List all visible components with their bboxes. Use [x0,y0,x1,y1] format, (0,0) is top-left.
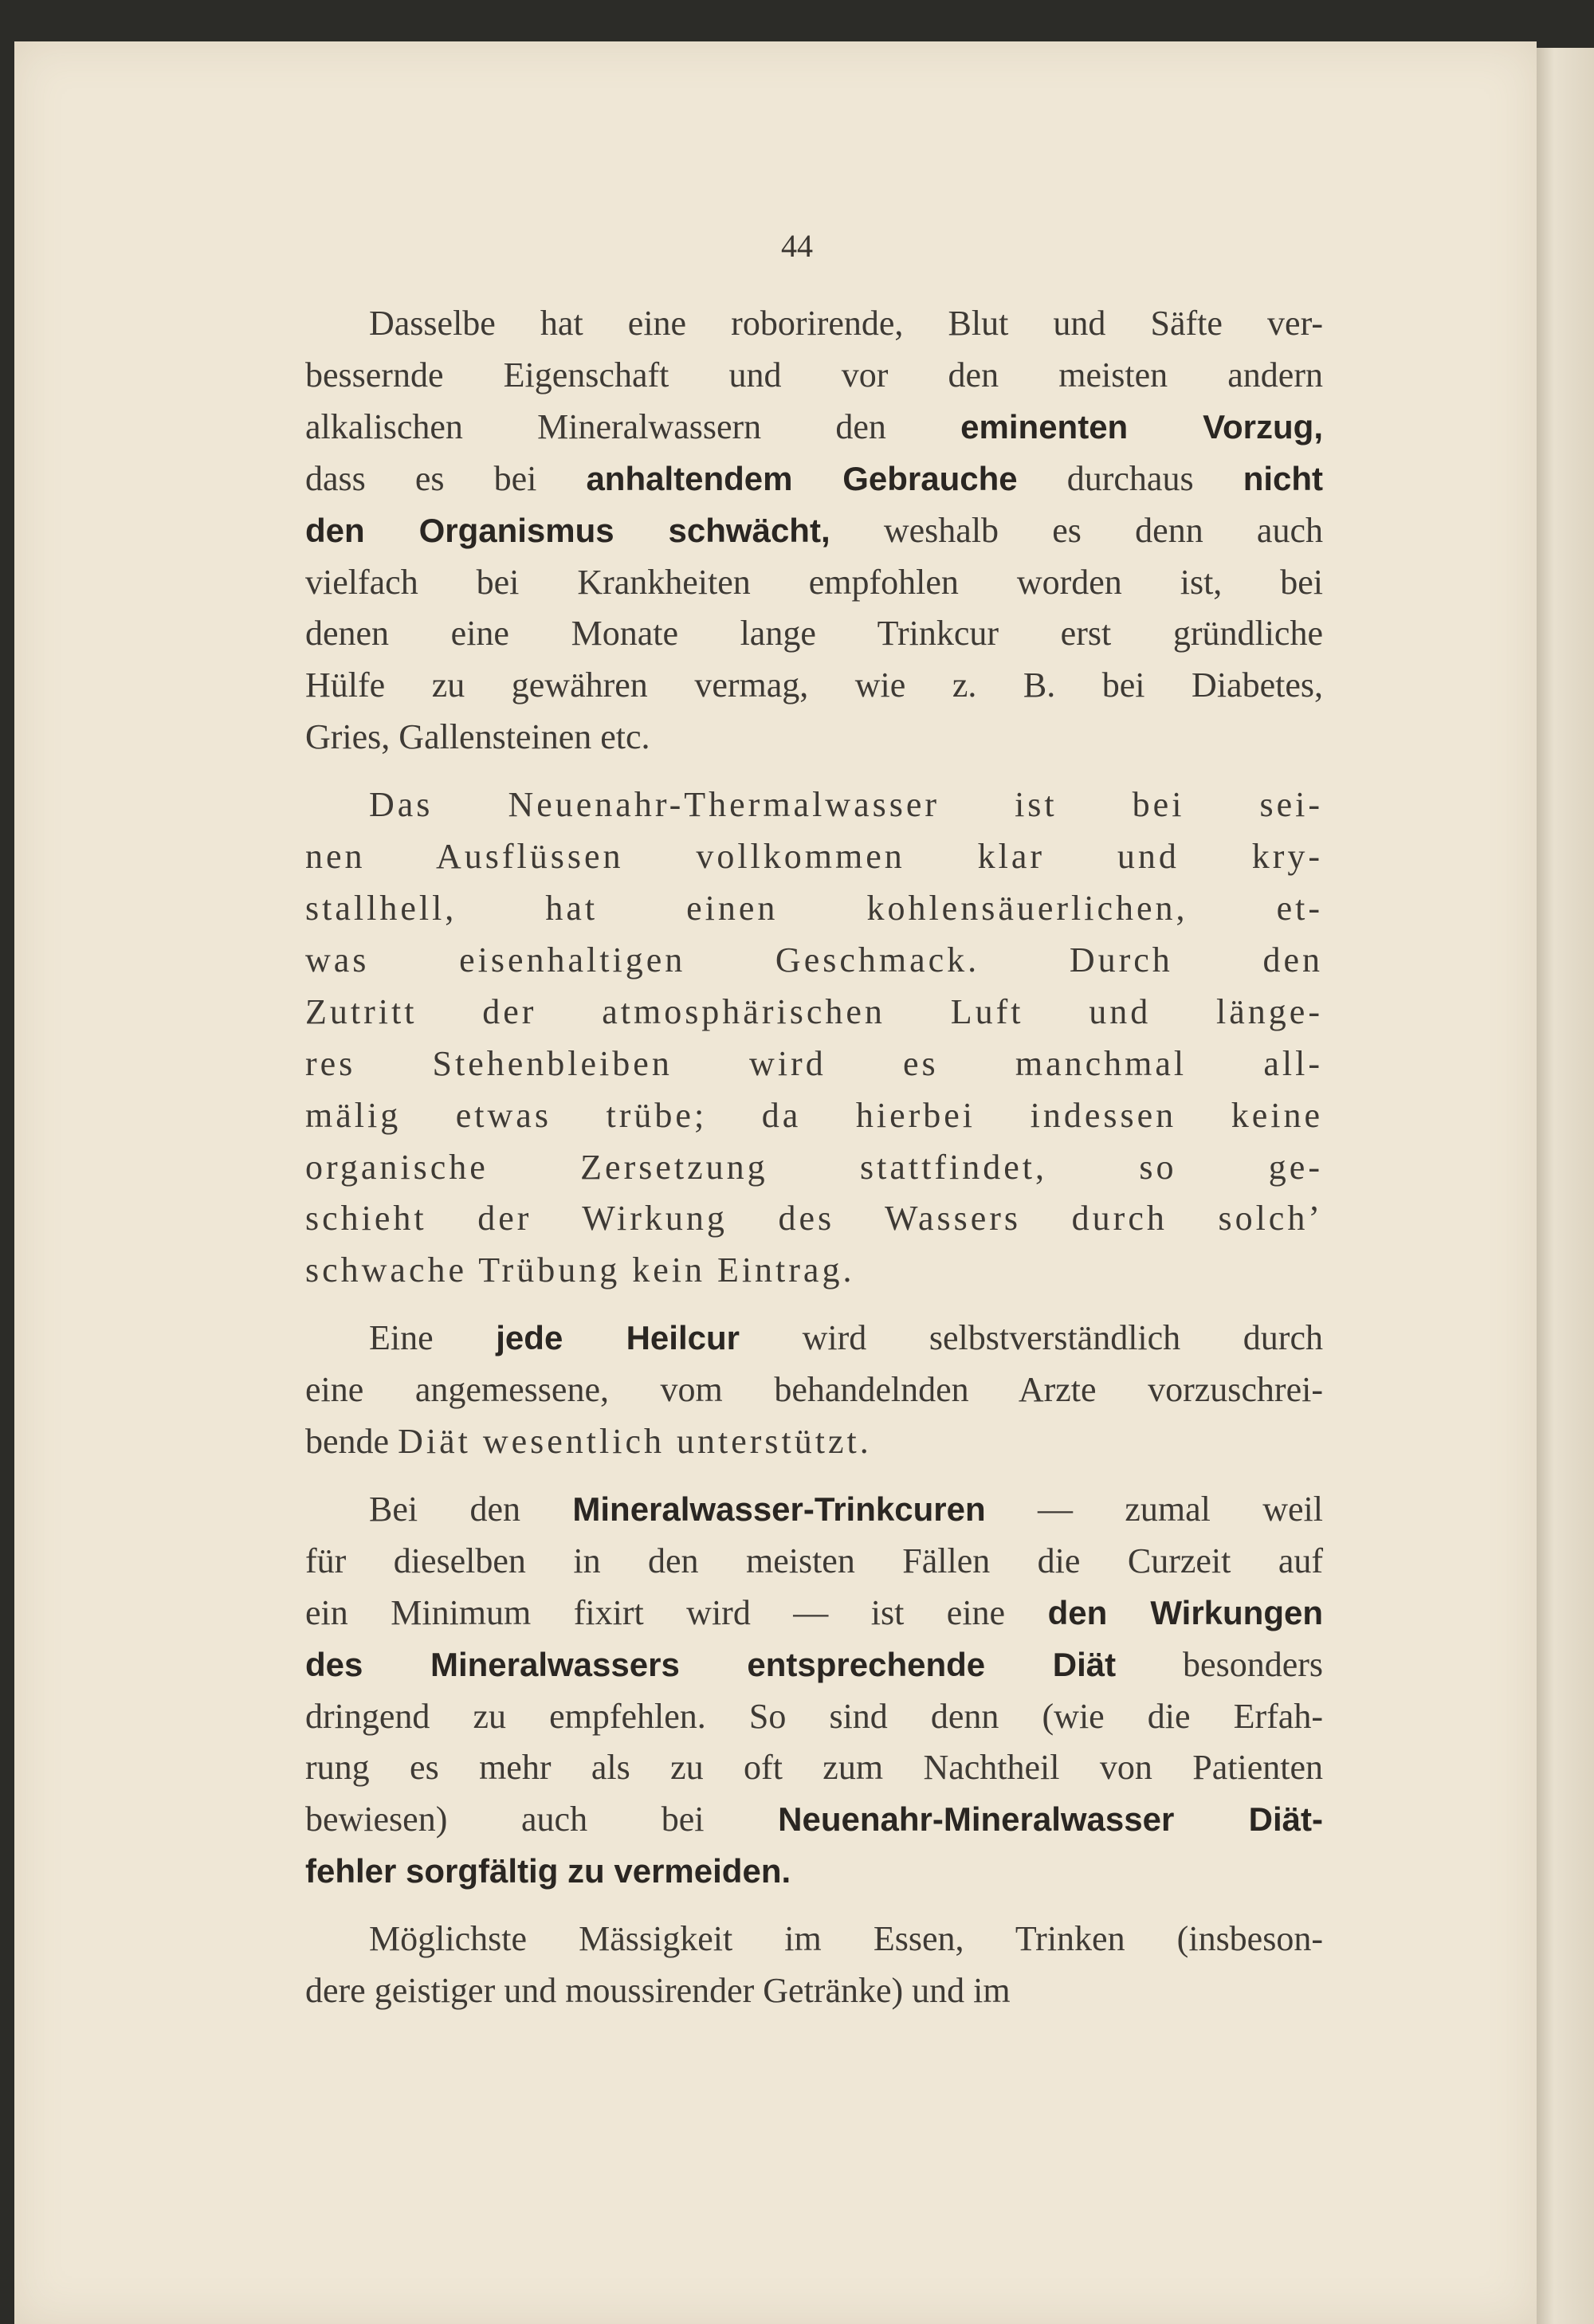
text-line [305,1536,1323,1588]
text-span: was eisenhaltigen Geschmack. Durch den [305,940,1323,979]
text-line [305,1090,1323,1142]
text-line [305,935,1323,987]
text-line [305,831,1323,883]
text-span: Eine [369,1318,497,1358]
text-span: Bei den [369,1489,573,1529]
text-span: — zumal weil [985,1489,1323,1529]
text-span: besonders [1116,1644,1323,1684]
bold-text: des Mineralwassers entsprechende Diät [305,1645,1117,1683]
text-line [305,350,1323,402]
text-line [305,1038,1323,1090]
text-span: denen eine Monate lange Trinkcur erst gründliche [305,614,1323,654]
text-span: Das Neuenahr-Thermalwasser ist bei sei- [369,785,1323,825]
paragraph [305,1914,1323,2017]
text-line [305,1691,1323,1743]
text-line [305,660,1323,712]
text-line [305,608,1323,660]
text-span: eine angemessene, vom behandelnden Arzte vorzuschrei- [305,1370,1323,1410]
text-span: weshalb es denn auch [830,510,1323,550]
text-line [305,402,1323,453]
text-line [305,298,1323,350]
body-text [305,298,1323,2017]
text-span: Diät wesentlich unterstützt. [398,1422,872,1462]
text-line [305,1313,1323,1364]
text-span: wird selbstverständlich durch [740,1318,1323,1358]
bold-text: Mineralwasser-Trinkcuren [572,1490,986,1528]
paragraph [305,1484,1323,1898]
text-span: dass es bei [305,458,587,498]
text-span: organische Zersetzung stattfindet, so ge- [305,1147,1323,1187]
text-line [305,1965,1323,2017]
text-span: durchaus [1017,458,1243,498]
text-line [305,987,1323,1038]
text-line [305,1588,1323,1639]
text-span: schwache Trübung kein Eintrag. [305,1250,855,1290]
next-page-edge [1537,48,1594,2324]
text-line [305,1142,1323,1194]
text-span: alkalischen Mineralwassern den [305,406,961,446]
text-span: dere geistiger und moussirender Getränke) und im [305,1971,1011,2011]
text-span: mälig etwas trübe; da hierbei indessen keine [305,1095,1323,1135]
page-number: 44 [781,228,813,264]
text-line [305,453,1323,505]
bold-text: den Wirkungen [1047,1593,1323,1631]
bold-text: eminenten Vorzug, [960,407,1323,446]
text-line [305,1846,1323,1898]
text-span: Möglichste Mässigkeit im Essen, Trinken (insbeson- [369,1919,1323,1959]
text-line [305,1193,1323,1245]
text-line [305,557,1323,609]
text-line [305,1794,1323,1846]
bold-text: den Organismus schwächt, [305,511,830,549]
bold-text: jede Heilcur [496,1319,740,1357]
text-line [305,505,1323,557]
text-span: stallhell, hat einen kohlensäuerlichen, et- [305,888,1323,928]
text-span: Hülfe zu gewähren vermag, wie z. B. bei Diabetes, [305,665,1323,705]
text-line [305,1364,1323,1416]
text-span: Gries, Gallensteinen etc. [305,717,650,757]
paragraph [305,1313,1323,1468]
text-line [305,712,1323,764]
text-line [305,1639,1323,1691]
text-span: Zutritt der atmosphärischen Luft und länge- [305,991,1323,1031]
text-line [305,1914,1323,1965]
text-span: rung es mehr als zu oft zum Nachtheil von Patienten [305,1748,1323,1788]
text-line [305,1245,1323,1297]
text-span: Dasselbe hat eine roborirende, Blut und Säfte ver- [369,304,1323,343]
text-span: bessernde Eigenschaft und vor den meisten andern [305,355,1323,395]
text-span: dringend zu empfehlen. So sind denn (wie die Erfah- [305,1696,1323,1736]
bold-text: Neuenahr-Mineralwasser Diät- [778,1800,1323,1839]
paragraph [305,298,1323,764]
text-line [305,779,1323,831]
bold-text: fehler sorgfältig zu vermeiden. [305,1852,791,1890]
text-span: schieht der Wirkung des Wassers durch solch’ [305,1199,1323,1239]
text-line [305,1416,1323,1468]
text-span: bende [305,1422,398,1462]
paragraph [305,779,1323,1297]
text-span: nen Ausflüssen vollkommen klar und kry- [305,837,1323,877]
text-line [305,1742,1323,1794]
text-line [305,883,1323,935]
text-line [305,1484,1323,1536]
text-span: res Stehenbleiben wird es manchmal all- [305,1043,1323,1083]
text-span: vielfach bei Krankheiten empfohlen worden ist, bei [305,562,1323,602]
text-span: für dieselben in den meisten Fällen die Curzeit auf [305,1541,1323,1580]
text-span: bewiesen) auch bei [305,1800,779,1839]
text-span: ein Minimum fixirt wird — ist eine [305,1592,1048,1632]
bold-text: anhaltendem Gebrauche [586,459,1018,497]
bold-text: nicht [1243,459,1324,497]
